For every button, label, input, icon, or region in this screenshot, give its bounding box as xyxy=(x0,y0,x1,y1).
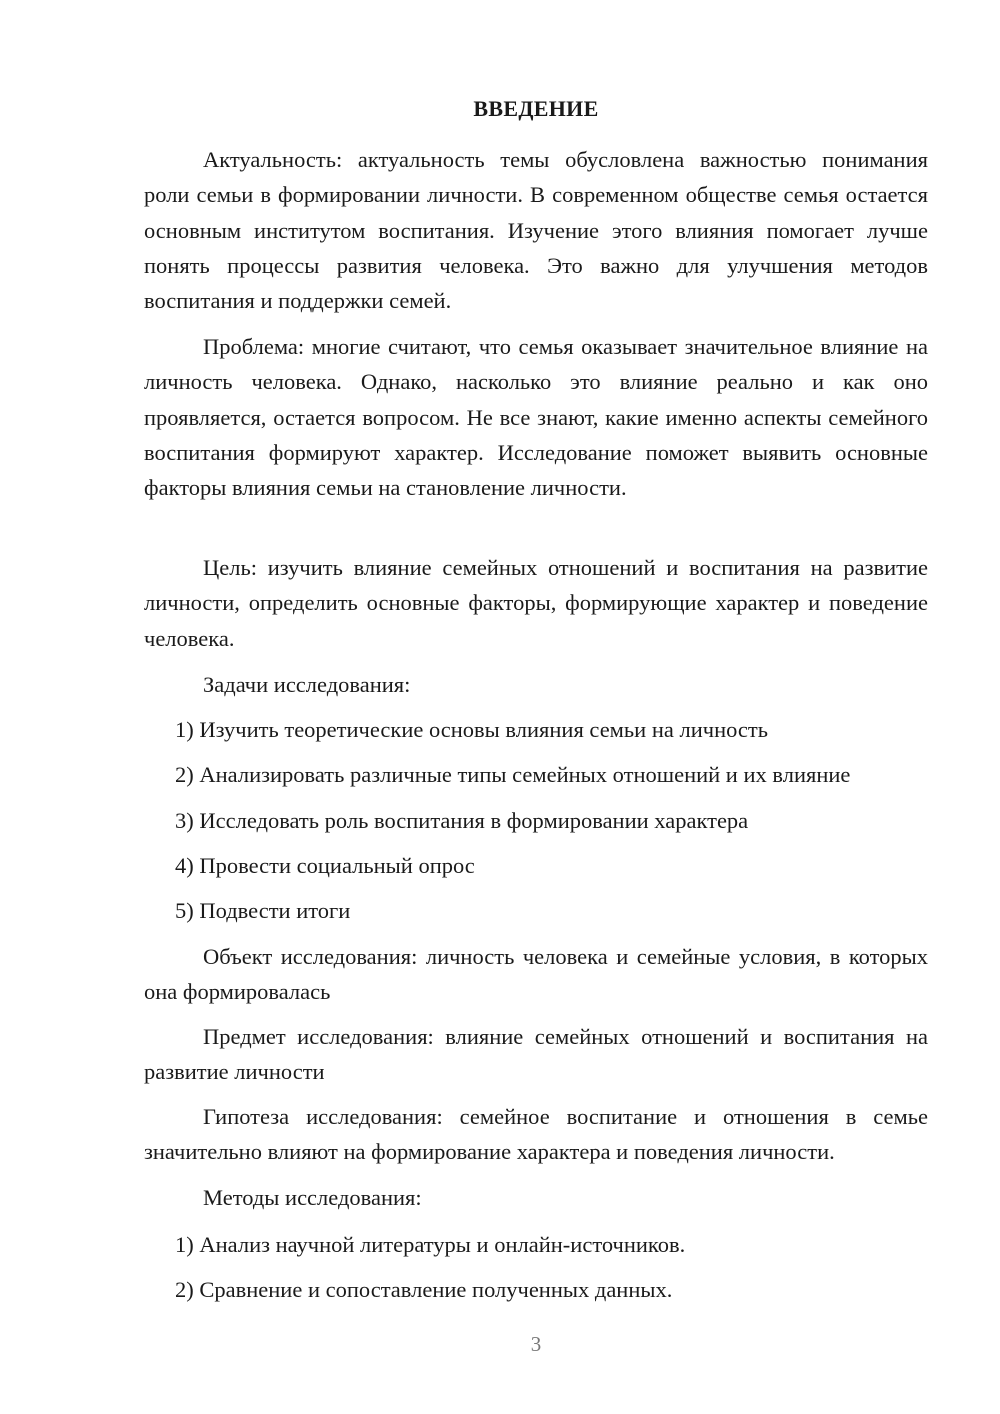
method-item: 2) Сравнение и сопоставление полученных данных. xyxy=(175,1277,673,1302)
methods-heading: Методы исследования: xyxy=(203,1185,422,1210)
page-title: ВВЕДЕНИЕ xyxy=(473,96,599,121)
paragraph-problem: Проблема: многие считают, что семья оказывает значительное влияние на личность человека. Однако, насколько это влияние реально и как оно проявляется, остается вопросом. Не все знают, какие именно аспекты семейного воспитания формируют характер. Исследование поможет выявить основные факторы влияния семьи на становление личности. xyxy=(144,334,928,501)
paragraph-goal: Цель: изучить влияние семейных отношений и воспитания на развитие личности, определить основные факторы, формирующие характер и поведение человека. xyxy=(144,555,928,651)
task-item: 5) Подвести итоги xyxy=(175,898,351,923)
task-item: 1) Изучить теоретические основы влияния семьи на личность xyxy=(175,717,769,742)
task-item: 3) Исследовать роль воспитания в формировании характера xyxy=(175,808,749,833)
task-item: 4) Провести социальный опрос xyxy=(175,853,475,878)
method-item: 1) Анализ научной литературы и онлайн-источников. xyxy=(175,1232,686,1257)
paragraph-object: Объект исследования: личность человека и семейные условия, в которых она формировалась xyxy=(144,944,928,1005)
task-item: 2) Анализировать различные типы семейных отношений и их влияние xyxy=(175,762,851,787)
paragraph-hypothesis: Гипотеза исследования: семейное воспитание и отношения в семье значительно влияют на формирование характера и поведения личности. xyxy=(144,1104,928,1165)
page-number: 3 xyxy=(530,1332,542,1356)
paragraph-relevance: Актуальность: актуальность темы обусловлена важностью понимания роли семьи в формировании личности. В современном обществе семья остается основным институтом воспитания. Изучение этого влияния помогает лучше понять процессы развития человека. Это важно для улучшения методов воспитания и поддержки семей. xyxy=(144,147,928,314)
paragraph-subject: Предмет исследования: влияние семейных отношений и воспитания на развитие личности xyxy=(144,1024,928,1085)
tasks-heading: Задачи исследования: xyxy=(203,672,411,697)
